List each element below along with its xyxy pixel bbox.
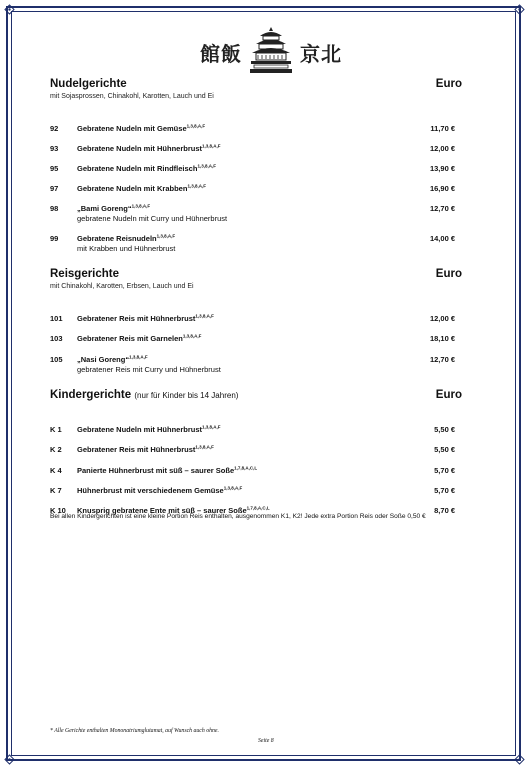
allergen-codes: 1,3,8,A,F xyxy=(197,163,216,169)
section-kindergerichte xyxy=(50,389,487,515)
item-price: 12,00 € xyxy=(429,314,455,323)
allergen-codes: 1,3,8,A,F xyxy=(156,233,176,239)
section-note: (nur für Kinder bis 14 Jahren) xyxy=(134,391,239,400)
kids-note: Bei allen Kindergerichten ist eine kleine Portion Reis enthalten, ausgenommen K1, K2! Jede extra Portion Reis oder Soße 0,50 € xyxy=(50,513,426,520)
item-number: 93 xyxy=(50,144,59,153)
item-number: K 4 xyxy=(50,466,62,475)
item-number: K 10 xyxy=(50,506,66,515)
item-price: 12,70 € xyxy=(429,204,455,213)
item-name: Gebratene Nudeln mit Gemüse$^{1,3,8,A,F}$ xyxy=(77,123,206,133)
logo-glyphs-left: 館飯 xyxy=(200,42,242,66)
item-name: Gebratene Nudeln mit Rindfleisch$^{1,3,8,A,F}$ xyxy=(77,163,216,173)
section-title: Nudelgerichte xyxy=(50,78,127,90)
temple-icon xyxy=(250,26,292,74)
allergen-codes: 1,3,8,A,F xyxy=(186,123,206,129)
item-number: 105 xyxy=(50,355,63,364)
allergen-codes: 1,3,8,A,F xyxy=(129,354,148,360)
item-price: 18,10 € xyxy=(429,334,455,343)
currency-label: Euro xyxy=(435,268,462,280)
corner-ornament-top-left xyxy=(4,4,15,15)
allergen-codes: 1,3,8,A,F xyxy=(195,313,214,319)
corner-ornament-bottom-left xyxy=(4,754,15,765)
section-title: Reisgerichte xyxy=(50,268,120,280)
item-number: 95 xyxy=(50,164,59,173)
item-name: „Nasi Goreng“$^{1,3,8,A,F}$ xyxy=(77,354,148,364)
currency-label: Euro xyxy=(435,78,462,90)
section-title: Kindergerichte (nur für Kinder bis 14 Jahren) xyxy=(50,389,239,401)
item-name: Gebratener Reis mit Hühnerbrust$^{1,3,8,A,F}$ xyxy=(77,313,214,323)
item-price: 5,50 € xyxy=(434,445,455,454)
item-name: Panierte Hühnerbrust mit süß – saurer Soße$^{1,7,8,A,C,L}$ xyxy=(77,465,258,475)
item-name: Gebratener Reis mit Garnelen$^{1,3,8,A,F}$ xyxy=(77,333,202,343)
item-price: 5,70 € xyxy=(434,466,455,475)
allergen-codes: 1,3,8,A,F xyxy=(202,143,221,149)
item-number: 97 xyxy=(50,184,59,193)
item-price: 5,50 € xyxy=(434,425,455,434)
allergen-codes: 1,7,8,A,C,L xyxy=(234,465,258,471)
corner-ornament-bottom-right xyxy=(514,754,525,765)
item-number: K 2 xyxy=(50,445,62,454)
item-number: 103 xyxy=(50,334,63,343)
section-subtitle: mit Sojasprossen, Chinakohl, Karotten, Lauch und Ei xyxy=(50,93,214,100)
allergen-codes: 1,3,8,A,F xyxy=(182,333,202,339)
item-name: Knusprig gebratene Ente mit süß – saurer Soße$^{1,7,8,A,C,L}$ xyxy=(77,505,270,515)
item-price: 16,90 € xyxy=(429,184,455,193)
item-number: K 1 xyxy=(50,425,62,434)
allergen-codes: 1,3,8,A,F xyxy=(223,485,243,491)
item-description: gebratene Nudeln mit Curry und Hühnerbrust xyxy=(77,214,228,223)
item-name: Gebratene Nudeln mit Hühnerbrust$^{1,3,8,A,F}$ xyxy=(77,143,221,153)
allergen-codes: 1,3,8,A,F xyxy=(202,424,221,430)
currency-label: Euro xyxy=(435,389,462,401)
item-number: 99 xyxy=(50,234,59,243)
page-frame-inner xyxy=(11,11,516,756)
restaurant-logo xyxy=(198,26,344,76)
item-name: Gebratene Reisnudeln$^{1,3,8,A,F}$ xyxy=(77,233,176,243)
item-price: 8,70 € xyxy=(434,506,455,515)
item-price: 12,00 € xyxy=(429,144,455,153)
item-name: Hühnerbrust mit verschiedenem Gemüse$^{1,3,8,A,F}$ xyxy=(77,485,243,495)
logo-glyphs-right: 京北 xyxy=(300,42,342,66)
item-description: gebratener Reis mit Curry und Hühnerbrust xyxy=(77,365,221,374)
item-number: K 7 xyxy=(50,486,62,495)
item-price: 11,70 € xyxy=(430,124,455,133)
item-name: Gebratener Reis mit Hühnerbrust$^{1,3,8,A,F}$ xyxy=(77,444,214,454)
item-price: 12,70 € xyxy=(429,355,455,364)
item-price: 14,00 € xyxy=(429,234,455,243)
allergen-codes: 1,7,8,A,C,L xyxy=(246,505,270,511)
corner-ornament-top-right xyxy=(514,4,525,15)
item-name: „Bami Goreng“$^{1,3,8,A,F}$ xyxy=(77,203,151,213)
section-nudelgerichte xyxy=(50,78,487,253)
section-reisgerichte xyxy=(50,268,487,374)
item-name: Gebratene Nudeln mit Hühnerbrust$^{1,3,8,A,F}$ xyxy=(77,424,221,434)
allergen-codes: 1,3,8,A,F xyxy=(131,203,151,209)
item-number: 101 xyxy=(50,314,63,323)
page-number: Seite 8 xyxy=(258,738,274,744)
item-price: 13,90 € xyxy=(429,164,455,173)
allergen-codes: 1,3,8,A,F xyxy=(195,444,214,450)
item-price: 5,70 € xyxy=(434,486,455,495)
item-number: 92 xyxy=(50,124,59,133)
item-name: Gebratene Nudeln mit Krabben$^{1,3,8,A,F}$ xyxy=(77,183,206,193)
item-number: 98 xyxy=(50,204,59,213)
section-subtitle: mit Chinakohl, Karotten, Erbsen, Lauch und Ei xyxy=(50,283,194,290)
allergen-codes: 1,3,8,A,F xyxy=(187,183,206,189)
footnote: * Alle Gerichte enthalten Mononatriumglutamat, auf Wunsch auch ohne. xyxy=(50,728,219,734)
item-description: mit Krabben und Hühnerbrust xyxy=(77,244,176,253)
